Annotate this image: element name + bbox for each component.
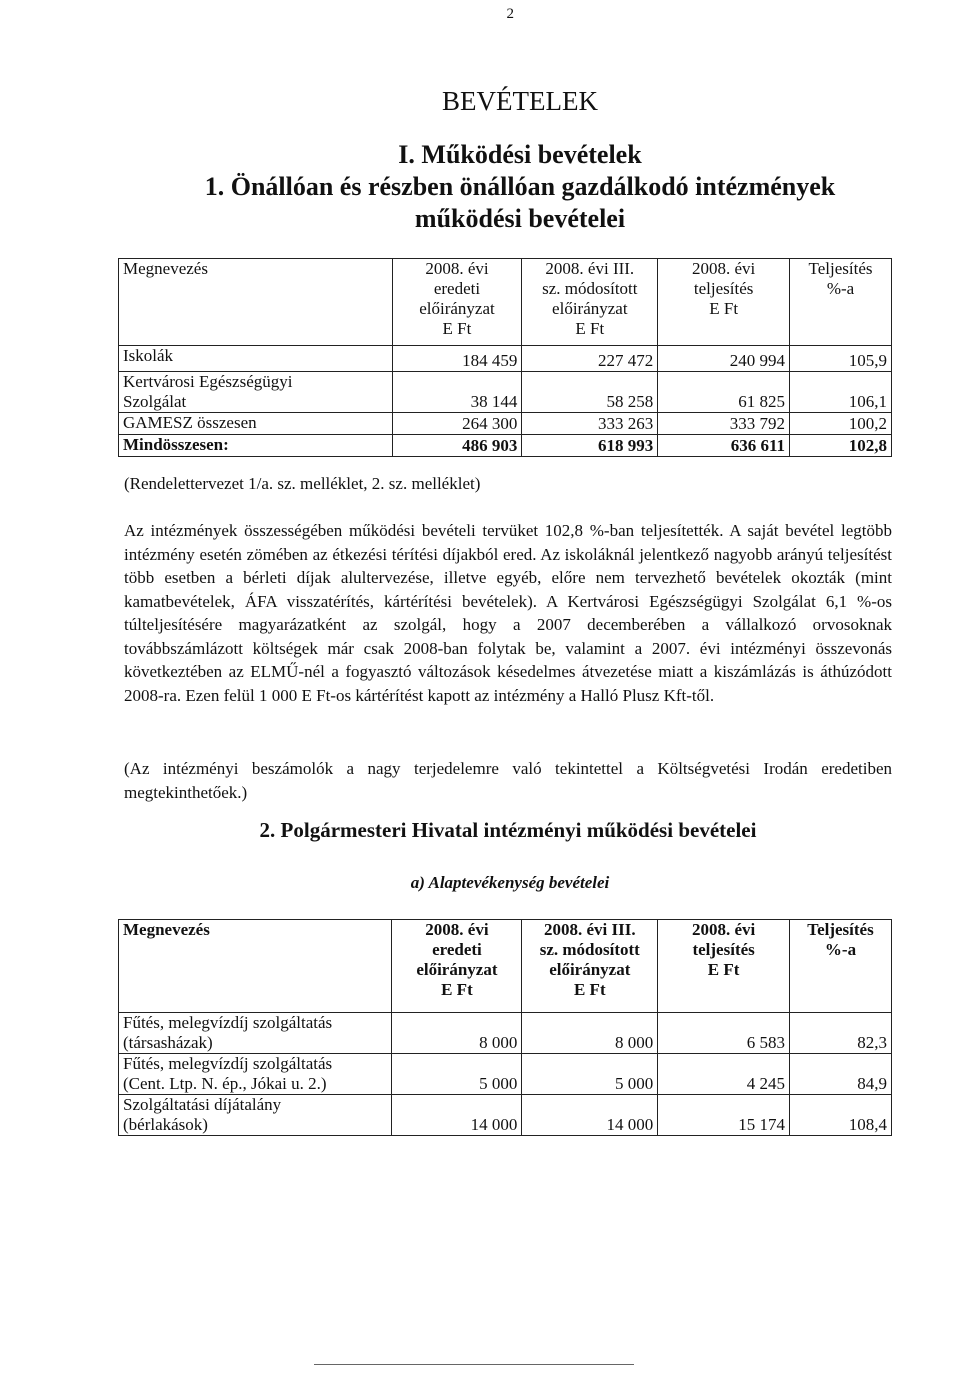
row-name-line: (Cent. Ltp. N. ép., Jókai u. 2.) <box>123 1074 327 1093</box>
table-row <box>119 1054 892 1095</box>
row-name <box>119 1054 392 1095</box>
row-name-line: Szolgáltatási díjátalány <box>123 1095 282 1114</box>
cell-modified: 58 258 <box>522 372 658 413</box>
header-line: Teljesítés <box>807 920 874 939</box>
header-original <box>392 920 522 1013</box>
institutions-revenue-table <box>118 258 892 457</box>
header-line: eredeti <box>433 279 481 298</box>
cell-modified: 14 000 <box>522 1095 658 1136</box>
cell-percent: 108,4 <box>790 1095 892 1136</box>
cell-actual: 333 792 <box>658 413 790 435</box>
header-modified <box>522 259 658 346</box>
table-row <box>119 346 892 372</box>
header-line: teljesítés <box>692 940 755 959</box>
table-header-row <box>119 920 892 1013</box>
header-line: teljesítés <box>693 279 754 298</box>
cell-percent: 106,1 <box>790 372 892 413</box>
header-modified <box>522 920 658 1013</box>
table-row <box>119 1013 892 1054</box>
page-title: BEVÉTELEK <box>442 86 598 116</box>
header-line: Teljesítés <box>808 259 873 278</box>
header-name <box>119 259 393 346</box>
header-percent <box>790 259 892 346</box>
header-original <box>392 259 522 346</box>
section-heading-1: I. Működési bevételek <box>398 140 642 169</box>
cell-percent: 102,8 <box>790 435 892 457</box>
cell-actual: 636 611 <box>658 435 790 457</box>
footer-divider <box>314 1364 634 1365</box>
row-name-line: Szolgálat <box>123 392 187 411</box>
row-name: Iskolák <box>119 346 393 372</box>
cell-original: 184 459 <box>392 346 522 372</box>
cell-actual: 4 245 <box>658 1054 790 1095</box>
table-row <box>119 1095 892 1136</box>
header-line: előirányzat <box>416 960 498 979</box>
row-name <box>119 1095 392 1136</box>
header-line: E Ft <box>442 319 472 338</box>
header-line: 2008. évi <box>692 259 756 278</box>
row-name-line: Fűtés, melegvízdíj szolgáltatás <box>123 1054 333 1073</box>
header-line: %-a <box>824 940 857 959</box>
page-number: 2 <box>506 6 514 22</box>
header-actual <box>658 920 790 1013</box>
subsection-heading-1-cont: működési bevételei <box>414 204 626 233</box>
subsection-heading-1: 1. Önállóan és részben önállóan gazdálkodó intézmények <box>204 172 836 201</box>
row-name-line: (társasházak) <box>123 1033 213 1052</box>
body-paragraph: Az intézmények összességében működési bevételi tervüket 102,8 %-ban teljesítették. A saját bevétel legtöbb intézmény esetén zömében az étkezési térítési díjakból ered. Az iskoláknál jelentkező nagyobb arányú teljesítést több esetben a bérleti díjak alultervezése, illetve egyéb, előre nem tervezhető bevételek okozták (mint kamatbevételek, ÁFA visszatérítés, kártérítési bevételek). A Kertvárosi Egészségügyi Szolgálat 6,1 %-os túlteljesítésére magyarázatként az szolgál, hogy a 2007 decemberében a vállalkozó orvosoknak továbbszámlázott költségek már csak 2008-ban folytak be, valamint a 2007. évi intézményi összevonás következtében az ELMŰ-nél a fogyasztó változások késedelmes átvezetése miatt a kiszámlázás is áthúzódott 2008-ra. Ezen felül 1 000 E Ft-os kártérítést kapott az intézmény a Halló Plusz Kft-től. <box>124 521 892 705</box>
row-name: Mindösszesen: <box>119 435 393 457</box>
row-name <box>119 1013 392 1054</box>
cell-modified: 333 263 <box>522 413 658 435</box>
header-line: Megnevezés <box>123 920 210 939</box>
cell-modified: 227 472 <box>522 346 658 372</box>
header-line: sz. módosított <box>542 279 638 298</box>
mayors-office-revenue-table <box>118 919 892 1136</box>
cell-original: 8 000 <box>392 1013 522 1054</box>
row-name-line: Fűtés, melegvízdíj szolgáltatás <box>123 1013 333 1032</box>
header-line: Megnevezés <box>123 259 208 278</box>
cell-percent: 82,3 <box>790 1013 892 1054</box>
header-line: E Ft <box>441 980 473 999</box>
header-line: E Ft <box>575 319 605 338</box>
cell-modified: 618 993 <box>522 435 658 457</box>
cell-original: 264 300 <box>392 413 522 435</box>
row-name: GAMESZ összesen <box>119 413 393 435</box>
header-line: előirányzat <box>549 960 631 979</box>
cell-actual: 61 825 <box>658 372 790 413</box>
header-name <box>119 920 392 1013</box>
cell-modified: 5 000 <box>522 1054 658 1095</box>
header-actual <box>658 259 790 346</box>
section-heading-2: 2. Polgármesteri Hivatal intézményi működési bevételei <box>259 818 757 842</box>
header-line: 2008. évi III. <box>543 920 636 939</box>
table-header-row <box>119 259 892 346</box>
header-line: E Ft <box>707 960 740 979</box>
table-row <box>119 413 892 435</box>
header-line: előirányzat <box>419 299 495 318</box>
cell-percent: 105,9 <box>790 346 892 372</box>
header-line: 2008. évi III. <box>545 259 635 278</box>
cell-original: 14 000 <box>392 1095 522 1136</box>
cell-modified: 8 000 <box>522 1013 658 1054</box>
header-line: %-a <box>826 279 855 298</box>
cell-percent: 100,2 <box>790 413 892 435</box>
header-line: E Ft <box>709 299 739 318</box>
cell-original: 38 144 <box>392 372 522 413</box>
header-line: 2008. évi <box>691 920 756 939</box>
row-name-line: Kertvárosi Egészségügyi <box>123 372 293 391</box>
header-line: előirányzat <box>552 299 628 318</box>
header-line: sz. módosított <box>539 940 640 959</box>
cell-actual: 240 994 <box>658 346 790 372</box>
body-paragraph: (Az intézményi beszámolók a nagy terjedelemre való tekintettel a Költségvetési Irodán eredetiben megtekinthetőek.) <box>124 759 892 802</box>
table-total-row <box>119 435 892 457</box>
cell-percent: 84,9 <box>790 1054 892 1095</box>
row-name-line: (bérlakások) <box>123 1115 208 1134</box>
header-line: 2008. évi <box>425 259 489 278</box>
cell-original: 5 000 <box>392 1054 522 1095</box>
table-row <box>119 372 892 413</box>
cell-original: 486 903 <box>392 435 522 457</box>
row-name <box>119 372 393 413</box>
header-percent <box>790 920 892 1013</box>
header-line: eredeti <box>432 940 482 959</box>
header-line: 2008. évi <box>425 920 489 939</box>
cell-actual: 6 583 <box>658 1013 790 1054</box>
subsection-heading-2a: a) Alaptevékenység bevételei <box>410 873 610 892</box>
header-line: E Ft <box>573 980 606 999</box>
cell-actual: 15 174 <box>658 1095 790 1136</box>
table-note: (Rendelettervezet 1/a. sz. melléklet, 2. sz. melléklet) <box>124 474 481 493</box>
